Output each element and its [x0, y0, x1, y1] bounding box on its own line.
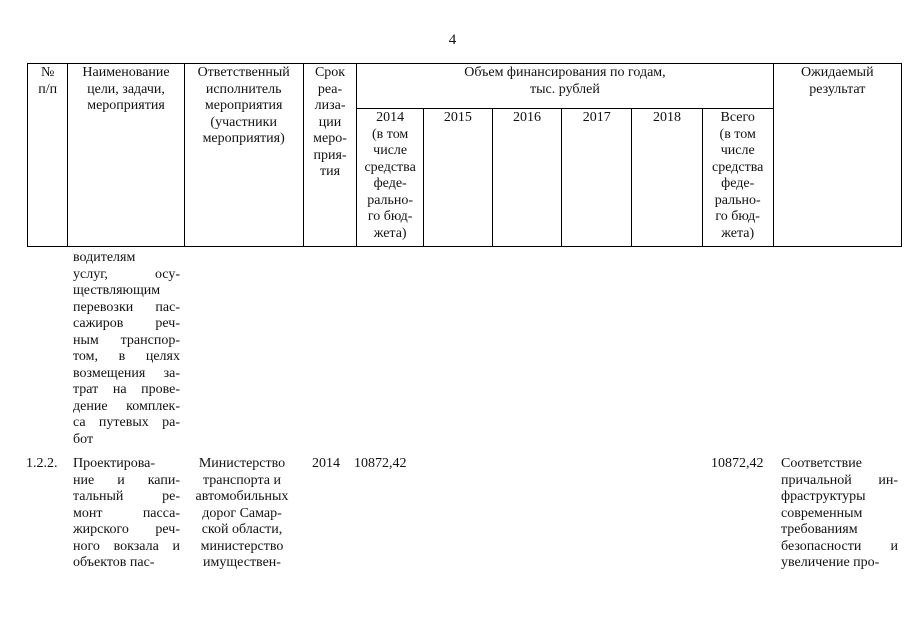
text-line: меро- [313, 131, 347, 146]
text-line: автомобильных [195, 489, 289, 504]
row-total: 10872,42 [711, 456, 764, 471]
text-line: лиза- [314, 98, 346, 113]
row-name-text [73, 456, 180, 572]
text-line: числе [373, 143, 408, 158]
text-line: п/п [38, 81, 58, 97]
text-line: тальный ре- [73, 489, 180, 504]
header-responsible [184, 64, 303, 247]
text-line: ние и капи- [73, 472, 180, 488]
text-line: (в том [719, 126, 756, 142]
text-line: дение комплек- [73, 398, 180, 414]
page-number: 4 [448, 32, 457, 48]
text-line: фраструктуры [781, 489, 866, 504]
text-line: ным транспор- [73, 332, 180, 348]
header-year-2017: 2017 [562, 109, 632, 247]
text-line: дорог Самар- [202, 505, 282, 521]
header-num [28, 64, 68, 247]
text-line: Наименование [82, 65, 170, 80]
header-year-2018: 2018 [632, 109, 703, 247]
text-line: са путевых ра- [73, 415, 180, 430]
header-year-2015: 2015 [423, 109, 492, 247]
text-line: исполнитель [205, 81, 282, 97]
text-line: ного вокзала и [73, 538, 180, 554]
text-line: Министерство [198, 456, 286, 471]
text-line: возмещения за- [73, 365, 180, 381]
text-line: № [41, 65, 55, 80]
funding-table-header [27, 63, 902, 247]
text-line: (в том [371, 126, 409, 142]
text-line: результат [809, 81, 866, 97]
text-line: объектов пас- [73, 555, 155, 570]
header-expected-result [773, 64, 901, 247]
text-line: го бюд- [367, 209, 413, 224]
row-term: 2014 [312, 456, 340, 471]
text-line: прия- [313, 147, 347, 163]
text-line: реа- [317, 81, 343, 97]
header-total [702, 109, 773, 247]
header-year-2016: 2016 [492, 109, 562, 247]
text-line: ции [318, 114, 342, 130]
text-line: сажиров реч- [73, 316, 180, 331]
text-line: тия [320, 164, 341, 179]
text-line: 2014 [376, 110, 405, 125]
header-name [68, 64, 184, 247]
text-line: требованиям [781, 522, 858, 537]
text-line: ществляющим [73, 283, 161, 298]
text-line: рально- [714, 192, 761, 208]
text-line: Объем финансирования по годам, [464, 65, 666, 80]
text-line: мероприятия) [202, 131, 285, 146]
text-line: феде- [373, 176, 407, 191]
text-line: ской области, [201, 522, 283, 537]
text-line: транспорта и [202, 472, 281, 488]
row-result-text [781, 456, 898, 572]
text-line: Проектирова- [73, 456, 156, 471]
text-line: Ответственный [197, 65, 290, 80]
text-line: министерство [200, 538, 284, 554]
text-line: водителям [73, 250, 136, 265]
text-line: Соответствие [781, 456, 862, 471]
text-line: современным [781, 505, 863, 521]
text-line: феде- [721, 176, 755, 191]
text-line: тыс. рублей [530, 81, 600, 97]
text-line: имуществен- [203, 555, 281, 570]
header-funding-group [357, 64, 773, 109]
text-line: увеличение про- [781, 555, 880, 570]
text-line: причальной ин- [781, 472, 898, 488]
text-line: Ожидаемый [801, 65, 874, 80]
text-line: трат на прове- [73, 382, 180, 397]
text-line: жета) [373, 225, 407, 241]
text-line: жирского реч- [73, 522, 180, 537]
row-responsible-text [186, 456, 298, 572]
header-term [303, 64, 357, 247]
text-line: услуг, осу- [73, 266, 180, 282]
text-line: цели, задачи, [87, 81, 165, 97]
text-line: Срок [314, 65, 346, 80]
text-line: бот [73, 431, 94, 447]
text-line: средства [712, 159, 764, 175]
continuation-name-text [73, 250, 180, 448]
text-line: (участники [210, 114, 277, 130]
text-line: рально- [367, 192, 414, 208]
header-year-2014 [357, 109, 424, 247]
text-line: монт пасса- [73, 505, 180, 521]
text-line: го бюд- [715, 209, 760, 224]
text-line: числе [720, 143, 755, 158]
text-line: Всего [720, 110, 755, 125]
text-line: средства [364, 159, 416, 175]
text-line: мероприятия [204, 98, 283, 113]
text-line: перевозки пас- [73, 299, 180, 315]
text-line: том, в целях [73, 349, 180, 364]
text-line: безопасности и [781, 538, 898, 554]
row-amount-2014: 10872,42 [354, 456, 407, 471]
text-line: мероприятия [87, 98, 165, 113]
row-number: 1.2.2. [26, 456, 58, 471]
text-line: жета) [721, 225, 755, 241]
